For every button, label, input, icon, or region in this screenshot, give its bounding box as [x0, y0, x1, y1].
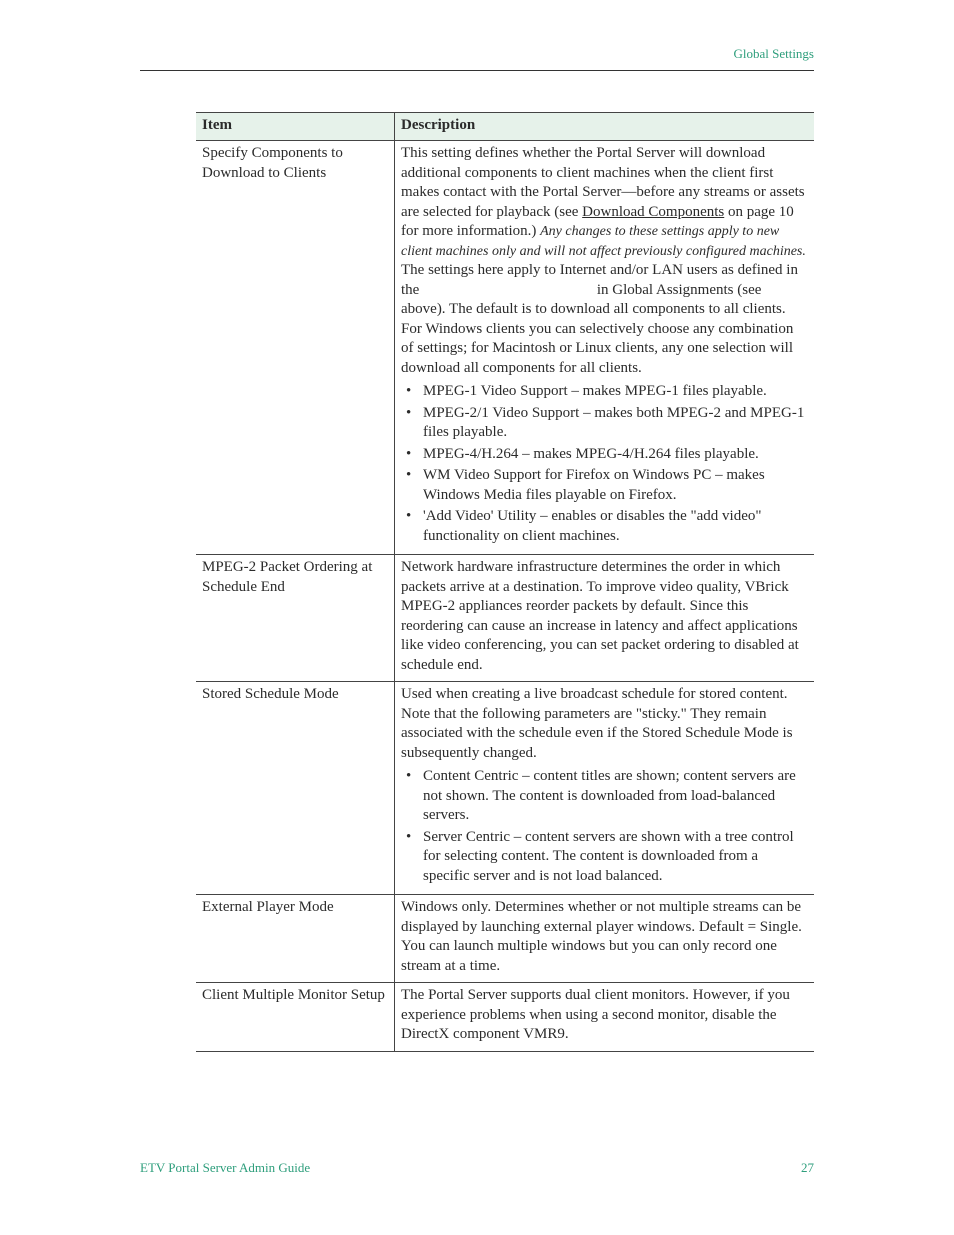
- description-cell: [395, 682, 815, 895]
- item-cell: External Player Mode: [196, 895, 395, 983]
- description-text: Windows only. Determines whether or not multiple streams can be displayed by launching external player windows. Default = Single. You can launch multiple windows but you can only record one stream at a time.: [401, 899, 802, 974]
- description-cell: [395, 141, 815, 555]
- table-header-row: [196, 113, 814, 141]
- description-text: Network hardware infrastructure determines the order in which packets arrive at a destination. To improve video quality, VBrick MPEG-2 appliances reorder packets by default. Since this reordering can cause an increase in latency and affect applications like video conferencing, you can set packet ordering to disabled at schedule end.: [401, 559, 799, 673]
- list-item: • WM Video Support for Firefox on Windows PC – makes Windows Media files playable on Firefox.: [401, 466, 808, 505]
- list-item: • Content Centric – content titles are shown; content servers are not shown. The content is downloaded from load-balanced servers.: [401, 767, 808, 826]
- description-text: [401, 144, 808, 378]
- table-row: [196, 555, 814, 682]
- column-header-item: Item: [196, 113, 395, 141]
- description-span: This setting defines whether the Portal Server will download additional components to client machines when the client first makes contact with the Portal Server—before any streams or assets are selected for playback (see: [401, 145, 805, 220]
- footer-guide-title: ETV Portal Server Admin Guide: [140, 1160, 311, 1175]
- table-row: [196, 141, 814, 555]
- page-number: 27: [801, 1160, 814, 1175]
- list-item: • MPEG-4/H.264 – makes MPEG-4/H.264 files playable.: [401, 445, 808, 465]
- description-cell: [395, 895, 815, 983]
- description-cell: [395, 555, 815, 682]
- list-item: • MPEG-2/1 Video Support – makes both MPEG-2 and MPEG-1 files playable.: [401, 404, 808, 443]
- settings-table: [196, 112, 814, 1052]
- header-rule: [140, 70, 814, 71]
- running-header: Global Settings: [733, 46, 814, 61]
- item-cell: MPEG-2 Packet Ordering at Schedule End: [196, 555, 395, 682]
- description-span: on page 10 for more information.): [401, 203, 794, 239]
- table-row: [196, 895, 814, 983]
- item-cell: Stored Schedule Mode: [196, 682, 395, 895]
- column-header-description: Description: [395, 113, 815, 141]
- list-item: • Server Centric – content servers are shown with a tree control for selecting content. The content is downloaded from a specific server and is not load balanced.: [401, 828, 808, 887]
- mode-list: [401, 767, 808, 886]
- table-row: [196, 682, 814, 895]
- italic-note: Any changes to these settings apply to new client machines only and will not affect previously configured machines.: [401, 224, 806, 259]
- download-components-link[interactable]: Download Components: [582, 203, 725, 220]
- table-row: [196, 983, 814, 1052]
- item-cell: Client Multiple Monitor Setup: [196, 983, 395, 1052]
- description-span: The settings here apply to Internet and/or LAN users as defined in the: [401, 262, 798, 298]
- description-span: in Global Assignments (see above). The default is to download all components to all clients. For Windows clients you can selectively choose any combination of settings; for Macintosh or Linux clients, any one selection will download all components for all clients.: [401, 281, 794, 376]
- description-cell: [395, 983, 815, 1052]
- item-cell: Specify Components to Download to Clients: [196, 141, 395, 555]
- component-list: [401, 382, 808, 546]
- description-text: Used when creating a live broadcast schedule for stored content. Note that the following parameters are "sticky." They remain associated with the schedule even if the Stored Schedule Mode is subsequently changed.: [401, 686, 793, 761]
- list-item: • MPEG-1 Video Support – makes MPEG-1 files playable.: [401, 382, 808, 402]
- list-item: • 'Add Video' Utility – enables or disables the "add video" functionality on client machines.: [401, 507, 808, 546]
- description-text: The Portal Server supports dual client monitors. However, if you experience problems when using a second monitor, disable the DirectX component VMR9.: [401, 987, 790, 1042]
